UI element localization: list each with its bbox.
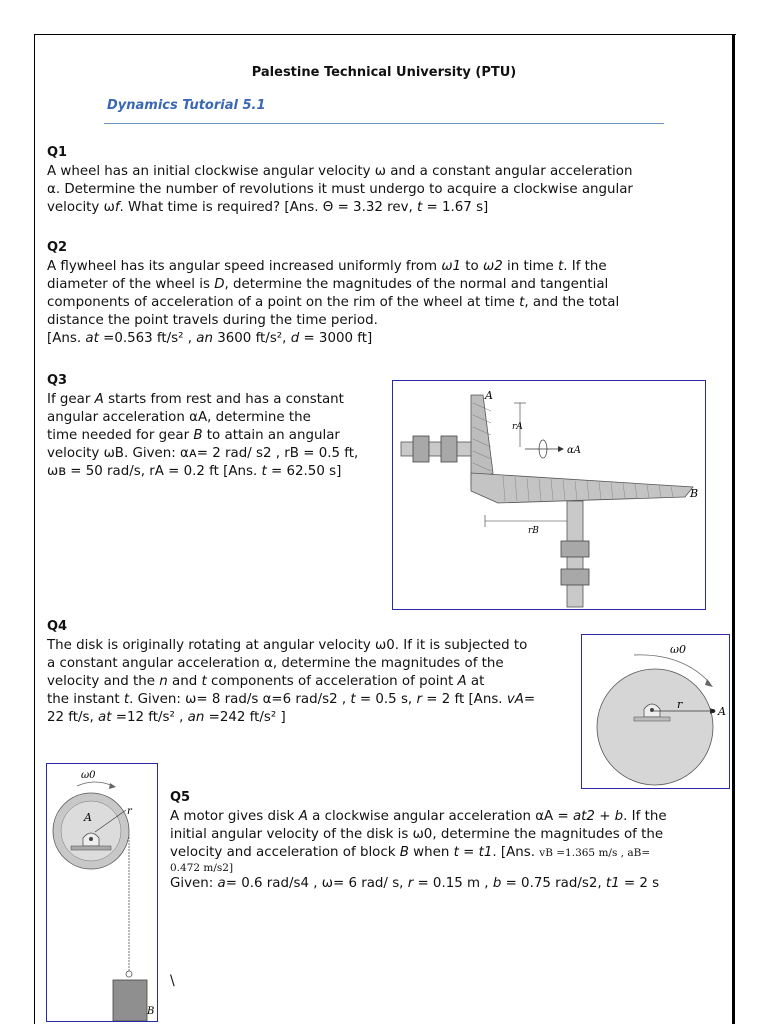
r-label: r: [677, 698, 683, 711]
rotation-arrow-icon: [705, 679, 713, 687]
stray-backslash: \: [170, 973, 175, 989]
shaft-collar: [561, 569, 589, 585]
q5-line-5: Given: a= 0.6 rad/s4 , ω= 6 rad/ s, r = 0.15 m , b = 0.75 rad/s2, t1 = 2 s: [170, 876, 660, 891]
shaft-collar: [561, 541, 589, 557]
q3-line-2: angular acceleration αA, determine the: [47, 410, 311, 425]
q5-pulley-diagram: [47, 764, 157, 1021]
disk: [597, 669, 713, 785]
q4-line-3: velocity and the n and t components of acceleration of point A at: [47, 674, 485, 689]
page-border-left: [34, 34, 35, 1024]
q3-gear-diagram: [393, 381, 705, 609]
q4-heading: Q4: [47, 619, 68, 634]
tutorial-title: Dynamics Tutorial 5.1: [107, 98, 266, 113]
page-border-top: [34, 34, 736, 35]
shaft-collar: [441, 436, 457, 462]
q3-text: [47, 391, 358, 481]
q3-line-5: ωʙ = 50 rad/s, rA = 0.2 ft [Ans. t = 62.50 s]: [47, 464, 342, 479]
q5-heading: Q5: [170, 790, 191, 805]
q5-line-4: 0.472 m/s2]: [170, 862, 234, 874]
block-b: [113, 980, 147, 1021]
omega0-label: ω0: [81, 770, 96, 781]
q2-line-5: [Ans. at =0.563 ft/s² , an 3600 ft/s², d = 3000 ft]: [47, 331, 373, 346]
q4-line-4: the instant t. Given: ω= 8 rad/s α=6 rad/s2 , t = 0.5 s, r = 2 ft [Ans. vA=: [47, 692, 536, 707]
q1-heading: Q1: [47, 145, 68, 160]
q2-text: [47, 258, 619, 348]
point-a-label: A: [718, 705, 726, 718]
q2-heading: Q2: [47, 240, 68, 255]
q5-line-1: A motor gives disk A a clockwise angular acceleration αA = at2 + b. If the: [170, 809, 667, 824]
q3-gear-figure: [392, 380, 706, 610]
q4-disk-diagram: [582, 635, 729, 788]
point-a-marker: [711, 709, 715, 713]
q3-heading: Q3: [47, 373, 68, 388]
r-label: r: [127, 806, 132, 817]
q1-line-1: A wheel has an initial clockwise angular velocity ω and a constant angular acceleration: [47, 164, 633, 179]
q2-line-4: distance the point travels during the time period.: [47, 313, 378, 328]
q5-pulley-figure: [46, 763, 158, 1022]
q1-line-2: α. Determine the number of revolutions it must undergo to acquire a clockwise angular: [47, 182, 633, 197]
shaft-collar: [413, 436, 429, 462]
q4-line-1: The disk is originally rotating at angular velocity ω0. If it is subjected to: [47, 638, 528, 653]
block-b-label: B: [147, 1006, 155, 1017]
q3-line-4: velocity ωB. Given: αᴀ= 2 rad/ s2 , rB = 0.5 ft,: [47, 446, 359, 461]
q3-line-3: time needed for gear B to attain an angular: [47, 428, 340, 443]
q2-line-2: diameter of the wheel is D, determine the magnitudes of the normal and tangential: [47, 277, 609, 292]
disk-a-label: A: [84, 811, 92, 824]
q4-line-2: a constant angular acceleration α, determine the magnitudes of the: [47, 656, 504, 671]
q1-text: [47, 163, 633, 217]
q5-line-3: velocity and acceleration of block B when t = t1. [Ans. vB =1.365 m/s , aB=: [170, 845, 651, 860]
q4-disk-figure: [581, 634, 730, 789]
gear-a: [471, 395, 493, 486]
title-divider: [104, 123, 664, 124]
q3-line-1: If gear A starts from rest and has a constant: [47, 392, 344, 407]
gear-a-label: A: [485, 389, 493, 402]
q2-line-3: components of acceleration of a point on the rim of the wheel at time t, and the total: [47, 295, 620, 310]
rb-label: rB: [528, 526, 539, 536]
q1-line-3: velocity ωf. What time is required? [Ans. Θ = 3.32 rev, t = 1.67 s]: [47, 200, 489, 215]
university-title: Palestine Technical University (PTU): [251, 65, 517, 80]
q5-text: [170, 808, 667, 893]
q4-line-5: 22 ft/s, at =12 ft/s² , an =242 ft/s² ]: [47, 710, 286, 725]
q5-line-2: initial angular velocity of the disk is ω0, determine the magnitudes of the: [170, 827, 664, 842]
omega0-label: ω0: [670, 643, 686, 656]
ra-label: rA: [512, 422, 523, 432]
rotation-arrow-icon: [109, 783, 116, 789]
gear-b-label: B: [690, 487, 699, 500]
q4-text: [47, 637, 535, 727]
gear-a-shaft: [401, 442, 476, 456]
page-border-right: [732, 34, 735, 1024]
q2-line-1: A flywheel has its angular speed increased uniformly from ω1 to ω2 in time t. If the: [47, 259, 607, 274]
alpha-a-label: αA: [567, 445, 581, 456]
